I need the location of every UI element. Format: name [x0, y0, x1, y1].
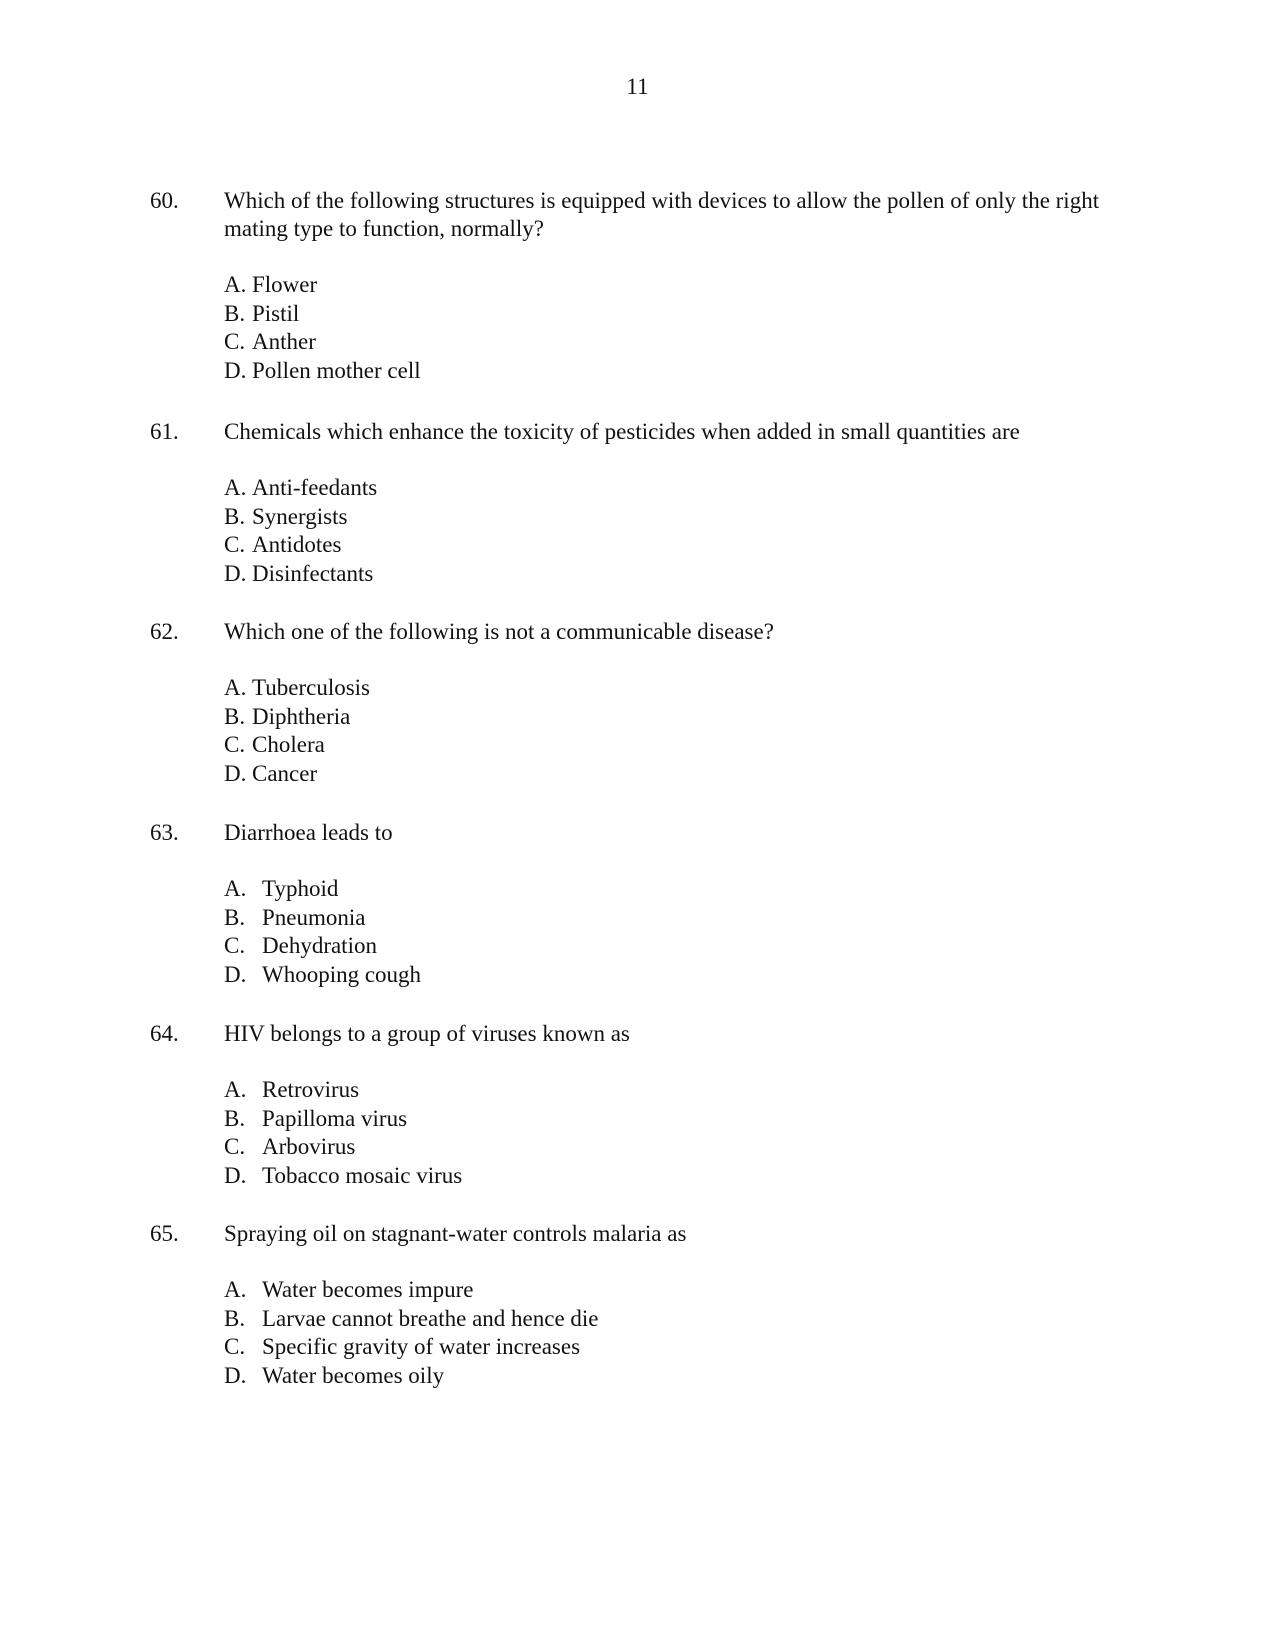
option-text: Tobacco mosaic virus	[262, 1162, 463, 1188]
option-text: Whooping cough	[262, 961, 422, 987]
option-b	[224, 1105, 462, 1134]
question-text: Spraying oil on stagnant-water controls malaria as	[224, 1221, 687, 1246]
option-d	[224, 1362, 599, 1391]
option-text: Typhoid	[262, 876, 339, 901]
option-letter: B.	[224, 300, 246, 326]
option-list	[224, 674, 370, 788]
option-text: Pollen mother cell	[252, 357, 421, 383]
option-text: Arbovirus	[262, 1134, 356, 1159]
question-number: 60.	[150, 188, 179, 213]
question-text: HIV belongs to a group of viruses known as	[224, 1021, 630, 1046]
question-text: Diarrhoea leads to	[224, 820, 393, 845]
option-text: Specific gravity of water increases	[262, 1334, 581, 1359]
option-letter: D.	[224, 357, 247, 383]
option-letter: D.	[224, 560, 247, 586]
option-c	[224, 1333, 599, 1362]
question-number: 63.	[150, 820, 179, 845]
option-letter: B.	[224, 1105, 246, 1131]
question-number: 64.	[150, 1021, 179, 1046]
option-text: Pistil	[252, 300, 300, 326]
option-text: Diphtheria	[252, 703, 351, 729]
option-text: Retrovirus	[262, 1077, 360, 1102]
option-text: Water becomes impure	[262, 1277, 474, 1302]
option-letter: A.	[224, 272, 247, 297]
option-text: Synergists	[252, 503, 348, 529]
option-letter: C.	[224, 1134, 246, 1159]
option-list	[224, 1076, 462, 1190]
option-a	[224, 875, 421, 904]
option-text: Anti-feedants	[252, 475, 378, 500]
option-d	[224, 1162, 462, 1191]
option-letter: C.	[224, 532, 246, 557]
option-letter: D.	[224, 1162, 247, 1188]
question-text: Which of the following structures is equipped with devices to allow the pollen of only the right mating type to function, normally?	[224, 188, 1100, 241]
option-letter: A.	[224, 1277, 247, 1302]
option-text: Antidotes	[252, 532, 342, 557]
option-c	[224, 731, 370, 760]
option-letter: B.	[224, 904, 246, 930]
option-a	[224, 474, 377, 503]
question-number: 62.	[150, 619, 179, 644]
option-text: Anther	[252, 329, 316, 354]
option-c	[224, 932, 421, 961]
option-a	[224, 271, 421, 300]
option-letter: C.	[224, 933, 246, 958]
option-b	[224, 300, 421, 329]
option-letter: C.	[224, 1334, 246, 1359]
option-a	[224, 674, 370, 703]
option-list	[224, 474, 377, 588]
option-text: Flower	[252, 272, 318, 297]
option-letter: A.	[224, 475, 247, 500]
option-letter: A.	[224, 1077, 247, 1102]
option-text: Disinfectants	[252, 560, 374, 586]
option-text: Water becomes oily	[262, 1362, 445, 1388]
option-text: Larvae cannot breathe and hence die	[262, 1305, 599, 1331]
option-b	[224, 703, 370, 732]
option-list	[224, 875, 421, 989]
option-letter: D.	[224, 961, 247, 987]
question-number: 65.	[150, 1221, 179, 1246]
option-list	[224, 1276, 599, 1390]
option-letter: A.	[224, 876, 247, 901]
option-c	[224, 328, 421, 357]
option-letter: D.	[224, 1362, 247, 1388]
option-letter: C.	[224, 732, 246, 757]
option-text: Tuberculosis	[252, 675, 370, 700]
option-d	[224, 357, 421, 386]
option-letter: B.	[224, 503, 246, 529]
option-d	[224, 961, 421, 990]
option-b	[224, 1305, 599, 1334]
option-b	[224, 503, 377, 532]
option-text: Cholera	[252, 732, 325, 757]
option-letter: D.	[224, 760, 247, 786]
option-a	[224, 1276, 599, 1305]
option-text: Papilloma virus	[262, 1105, 408, 1131]
page-number: 11	[626, 74, 649, 99]
option-b	[224, 904, 421, 933]
option-d	[224, 560, 377, 589]
question-text: Which one of the following is not a communicable disease?	[224, 619, 774, 644]
question-text: Chemicals which enhance the toxicity of pesticides when added in small quantities are	[224, 419, 1020, 444]
question-number: 61.	[150, 419, 179, 444]
option-d	[224, 760, 370, 789]
option-text: Pneumonia	[262, 904, 366, 930]
option-letter: C.	[224, 329, 246, 354]
option-letter: A.	[224, 675, 247, 700]
option-text: Dehydration	[262, 933, 377, 958]
option-c	[224, 1133, 462, 1162]
option-list	[224, 271, 421, 385]
option-text: Cancer	[252, 760, 318, 786]
option-letter: B.	[224, 703, 246, 729]
option-a	[224, 1076, 462, 1105]
option-letter: B.	[224, 1305, 246, 1331]
option-c	[224, 531, 377, 560]
